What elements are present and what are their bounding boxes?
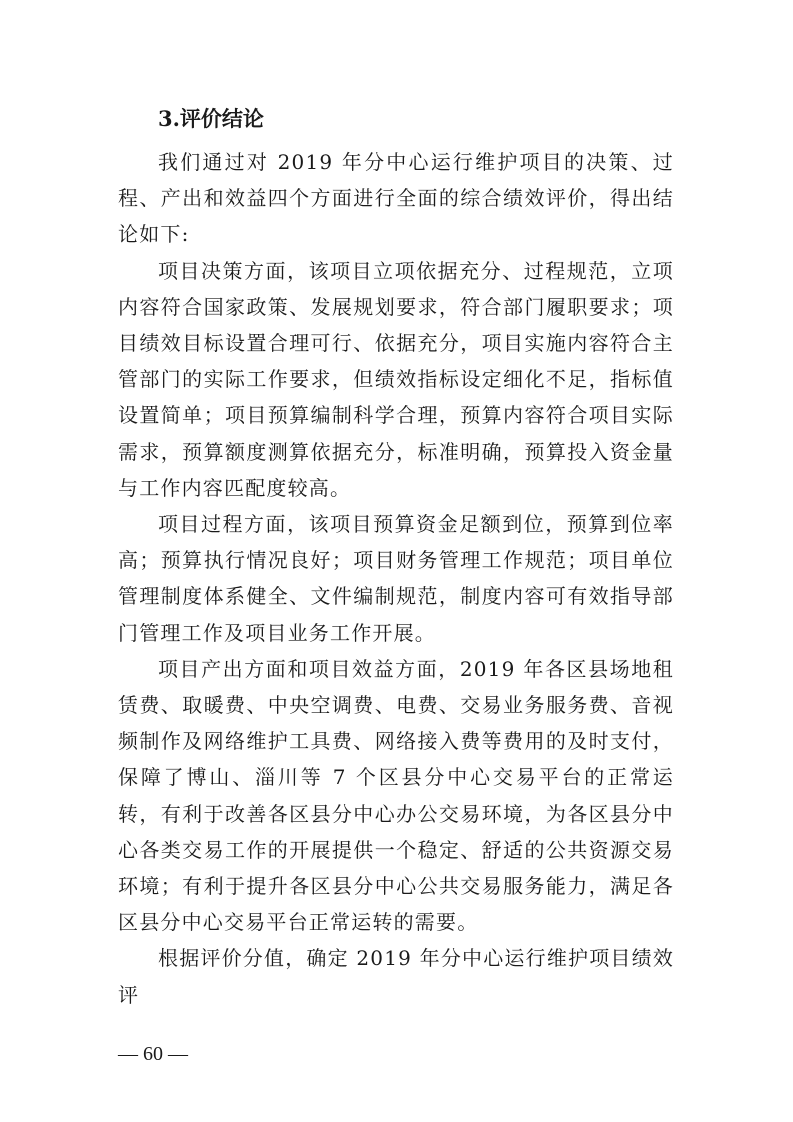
page-number: — 60 —: [118, 1043, 188, 1065]
section-heading: 3.评价结论: [158, 106, 264, 131]
paragraph-process: 项目过程方面，该项目预算资金足额到位，预算到位率高；预算执行情况良好；项目财务管理工作规范；项目单位管理制度体系健全、文件编制规范，制度内容可有效指导部门管理工作及项目业务工作开展。: [118, 512, 674, 645]
paragraph-intro: 我们通过对 2019 年分中心运行维护项目的决策、过程、产出和效益四个方面进行全面的综合绩效评价，得出结论如下:: [118, 150, 674, 247]
paragraph-decision: 项目决策方面，该项目立项依据充分、过程规范，立项内容符合国家政策、发展规划要求，符合部门履职要求；项目绩效目标设置合理可行、依据充分，项目实施内容符合主管部门的实际工作要求，但绩效指标设定细化不足，指标值设置简单；项目预算编制科学合理，预算内容符合项目实际需求，预算额度测算依据充分，标准明确，预算投入资金量与工作内容匹配度较高。: [118, 258, 674, 500]
paragraph-output-benefit: 项目产出方面和项目效益方面，2019 年各区县场地租赁费、取暖费、中央空调费、电费、交易业务服务费、音视频制作及网络维护工具费、网络接入费等费用的及时支付，保障了博山、淄川等 7 个区县分中心交易平台的正常运转，有利于改善各区县分中心办公交易环境，为各区县分中心各类交易工作的开展提供一个稳定、舒适的公共资源交易环境；有利于提升各区县分中心公共交易服务能力，满足各区县分中心交易平台正常运转的需要。: [118, 656, 674, 935]
paragraph-score: 根据评价分值，确定 2019 年分中心运行维护项目绩效评: [118, 946, 675, 1007]
body-text: [118, 144, 674, 1013]
